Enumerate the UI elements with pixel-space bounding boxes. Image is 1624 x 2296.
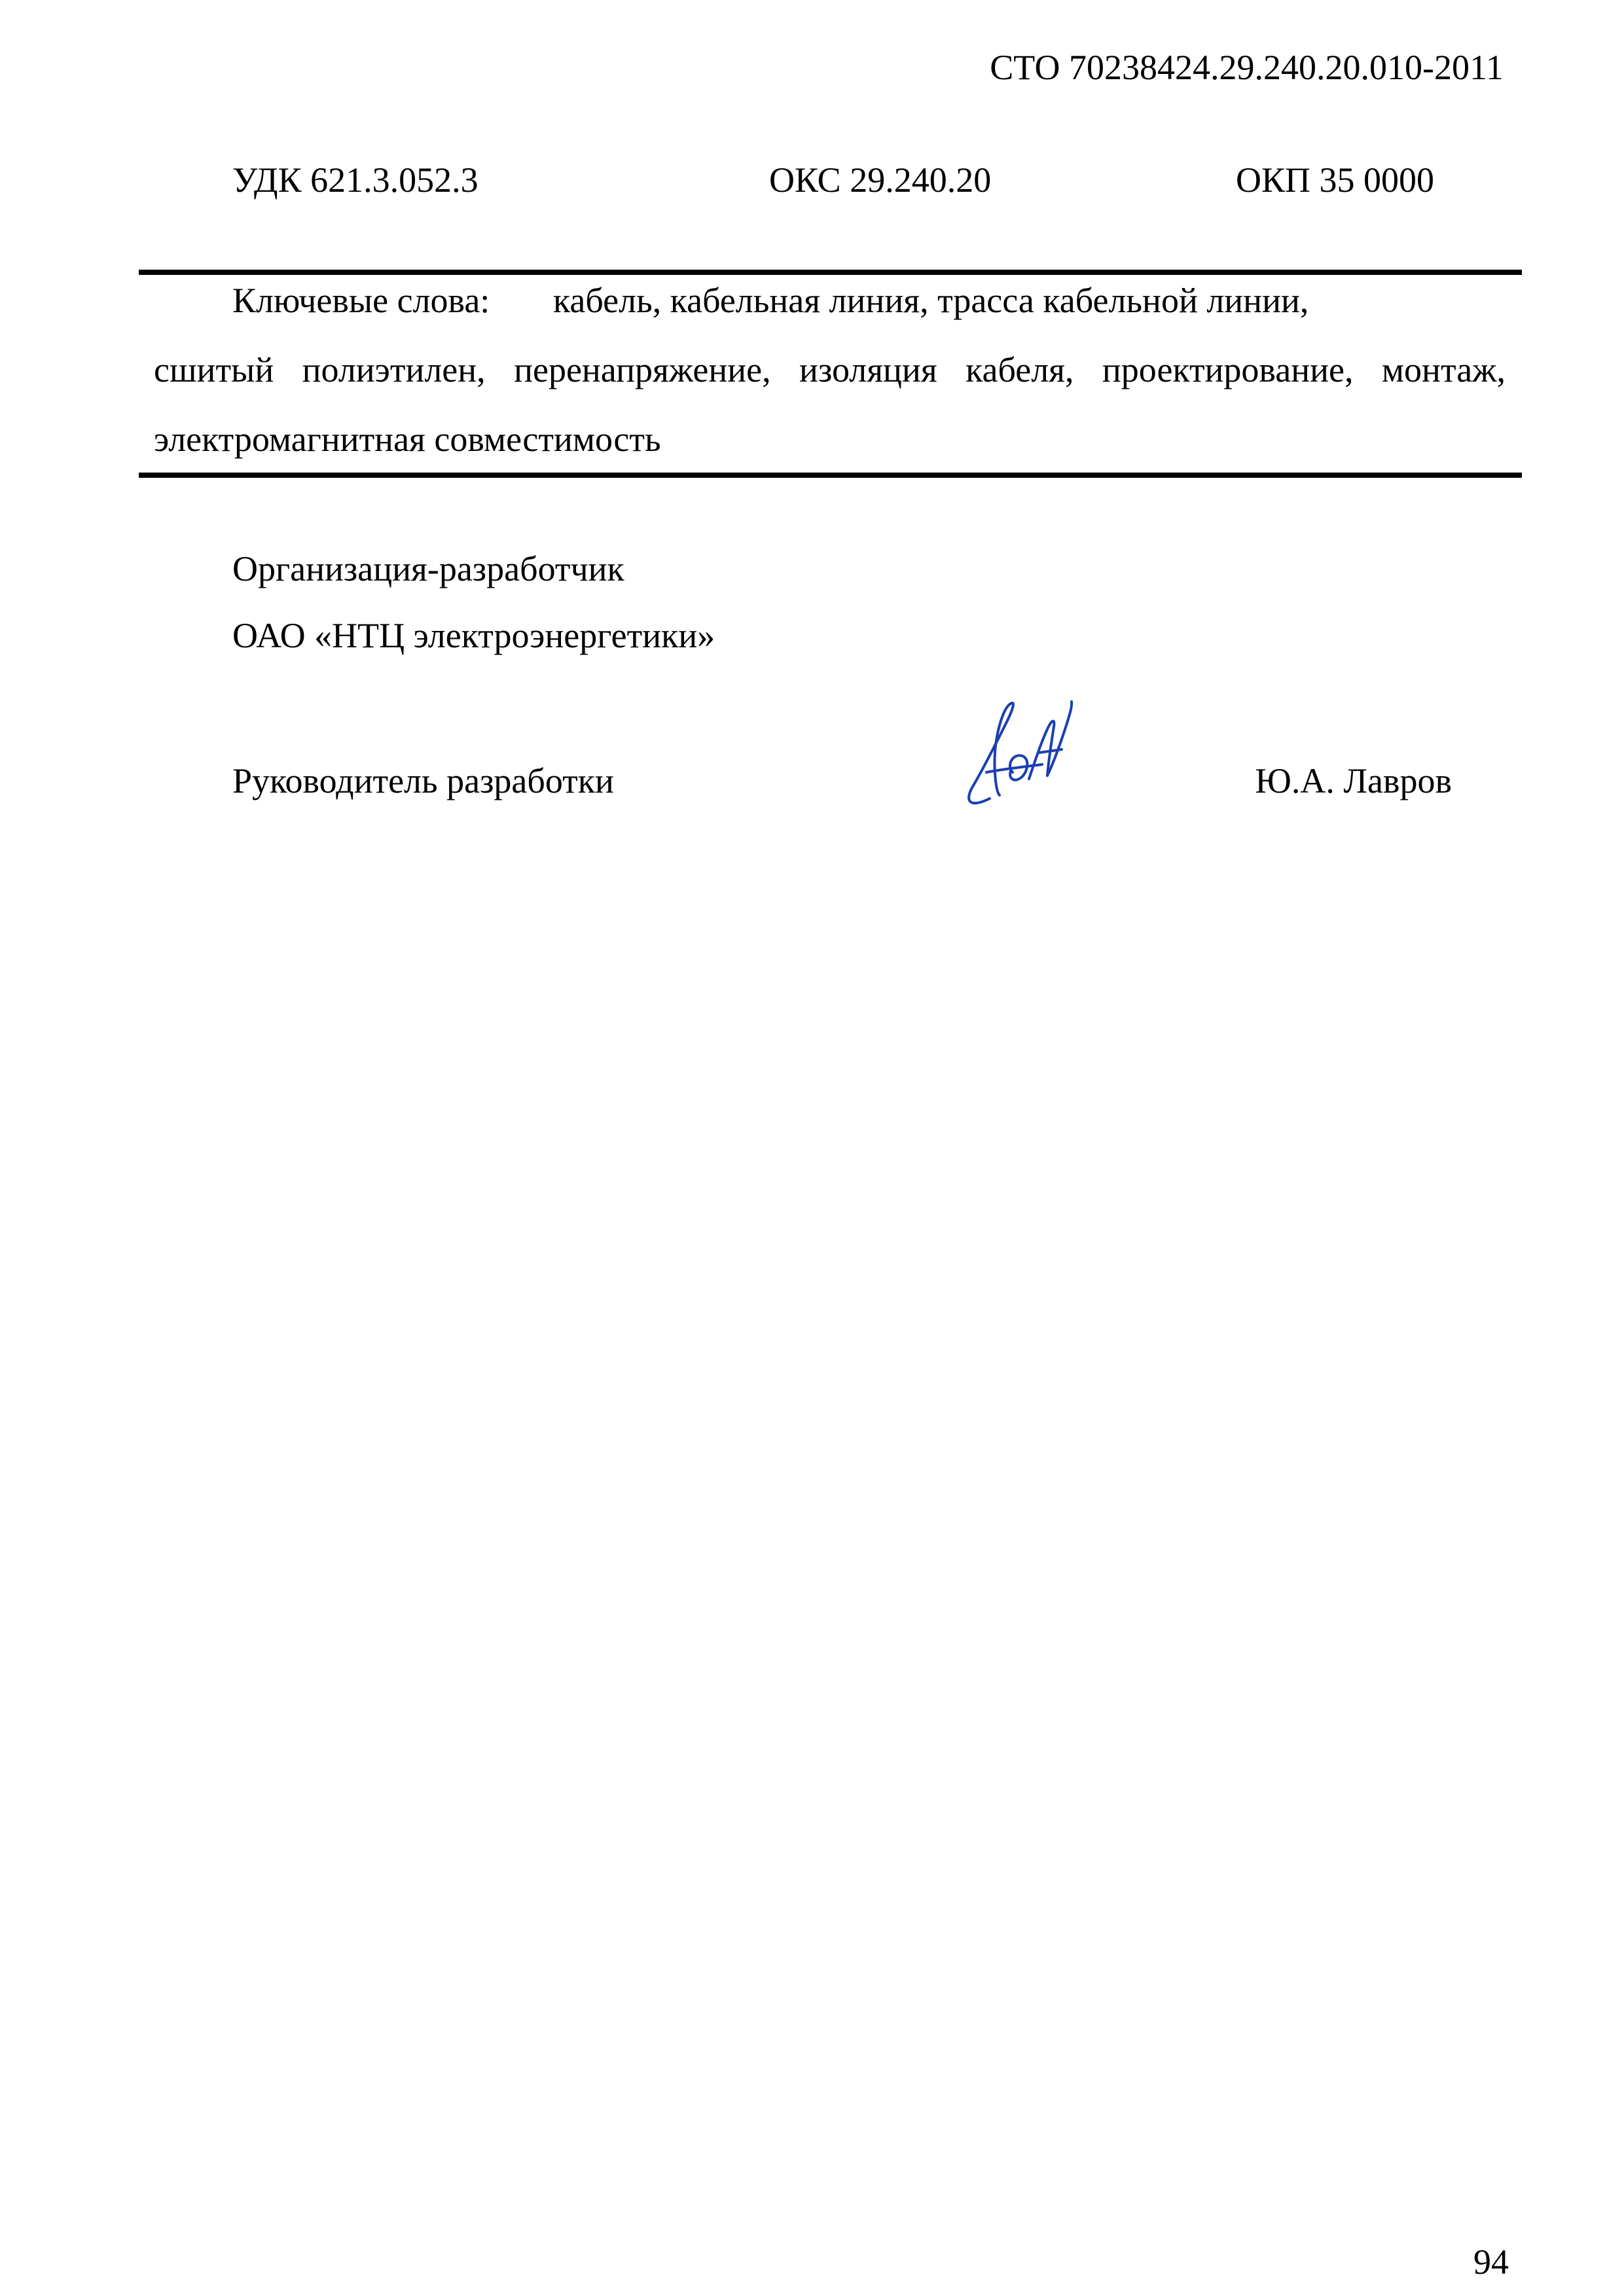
development-lead-label: Руководитель разработки — [232, 761, 614, 800]
keyword-word: сшитый — [154, 350, 274, 389]
oks-code: ОКС 29.240.20 — [769, 160, 992, 200]
keywords-text-1: кабель, кабельная линия, трасса кабельной линии, — [553, 281, 1309, 320]
keywords-line-1 — [154, 281, 1502, 351]
keyword-word: изоляция — [799, 350, 937, 389]
keyword-word: кабеля, — [965, 350, 1074, 389]
keyword-word: перенапряжение, — [514, 350, 771, 389]
development-lead-name: Ю.А. Лавров — [1255, 761, 1452, 800]
bottom-divider — [139, 473, 1522, 478]
top-divider — [139, 270, 1522, 275]
keyword-word: проектирование, — [1102, 350, 1354, 389]
keywords-line-2 — [154, 351, 1506, 420]
keywords-title: Ключевые слова: — [232, 281, 490, 320]
keywords-block — [154, 281, 1506, 490]
page-number: 94 — [1473, 2242, 1509, 2282]
handwritten-signature — [950, 687, 1081, 812]
keywords-line-3: электромагнитная совместимость — [154, 420, 661, 459]
organization-name: ОАО «НТЦ электроэнергетики» — [232, 616, 715, 655]
standard-code: СТО 70238424.29.240.20.010-2011 — [990, 48, 1504, 87]
okp-code: ОКП 35 0000 — [1236, 160, 1435, 200]
keyword-word: полиэтилен, — [302, 350, 486, 389]
udk-code: УДК 621.3.052.3 — [232, 160, 478, 200]
organization-title: Организация-разработчик — [232, 549, 624, 588]
keyword-word: монтаж, — [1381, 350, 1506, 389]
